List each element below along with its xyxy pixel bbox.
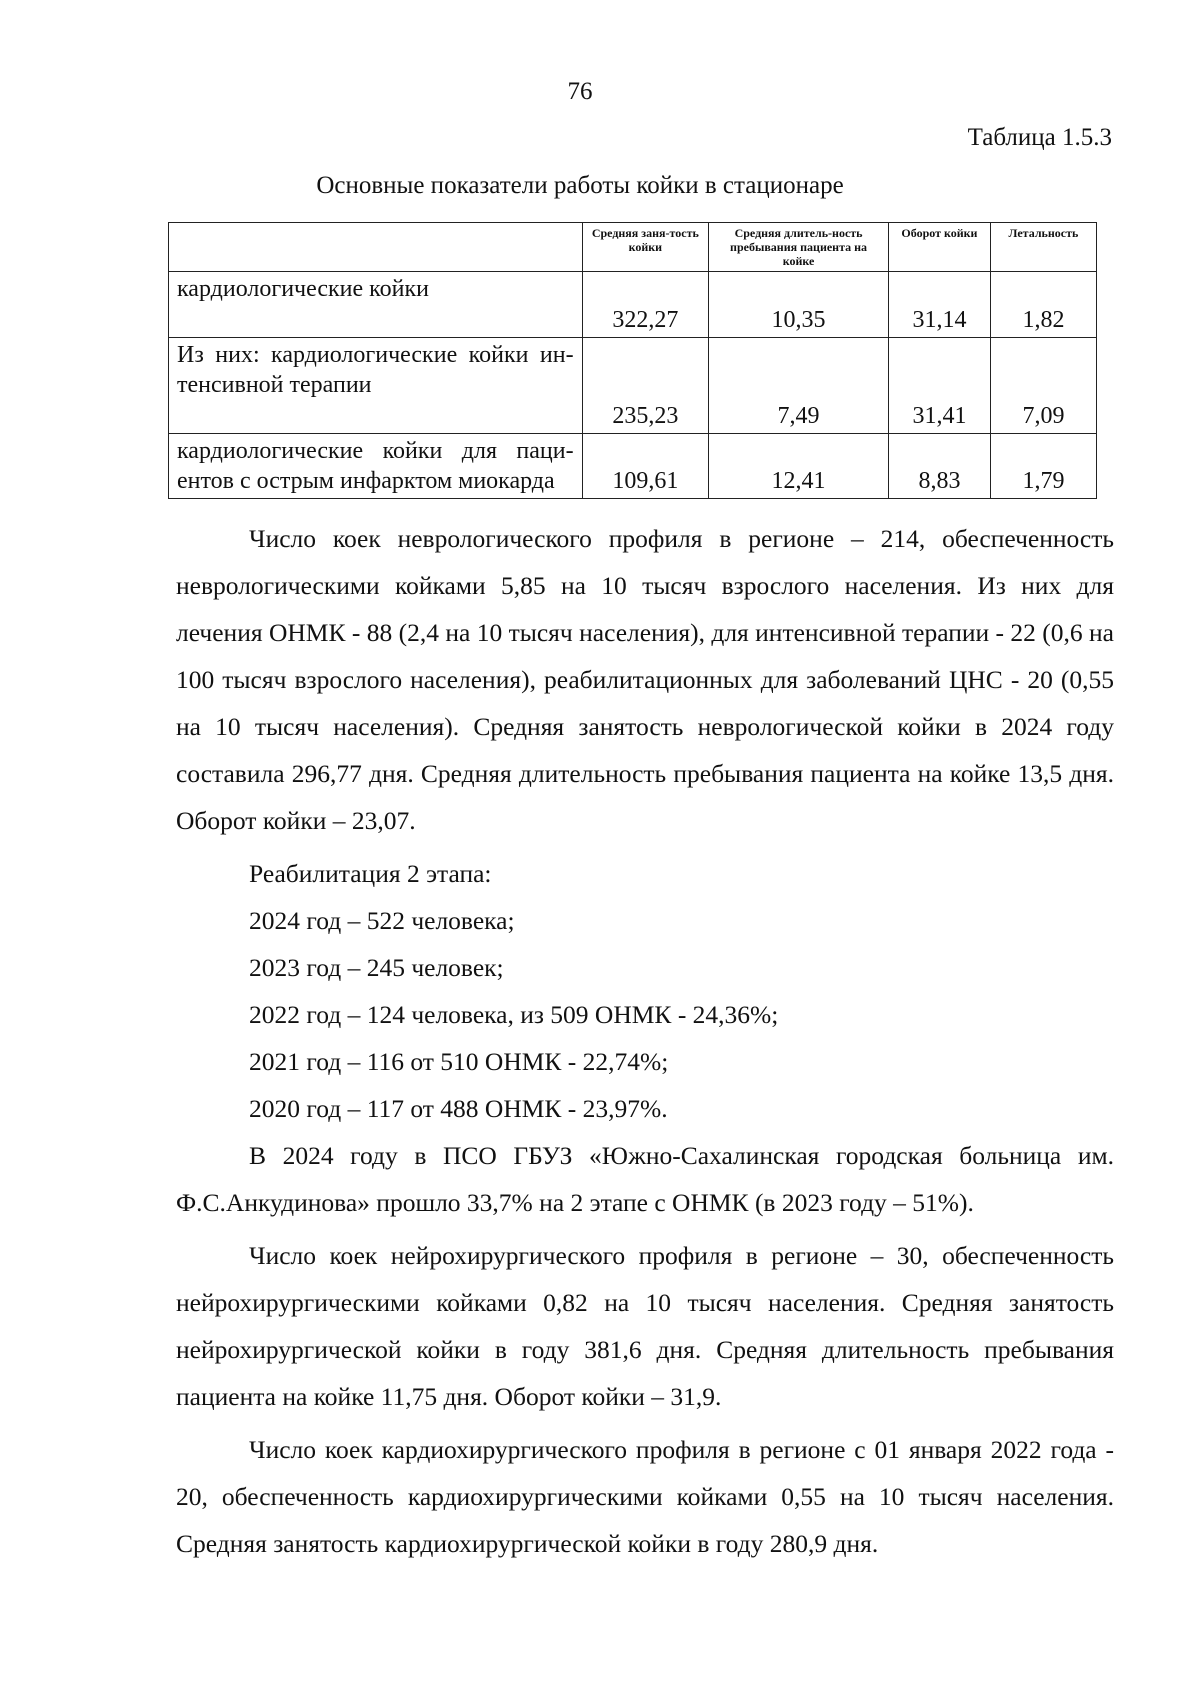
row-label-line: тенсивной терапии (177, 372, 372, 398)
table-row (169, 272, 1097, 338)
paragraph-pso: В 2024 году в ПСО ГБУЗ «Южно-Сахалинская городская больница им. Ф.С.Анкудинова» прошло 33,7% на 2 этапе с ОНМК (в 2023 году – 51%). (176, 1141, 1114, 1217)
cell-mortality: 1,82 (990, 272, 1096, 338)
table-title: Основные показатели работы койки в стационаре (316, 172, 844, 199)
paragraph-neurology: Число коек неврологического профиля в регионе – 214, обеспеченность неврологическими койками 5,85 на 10 тысяч взрослого населения. Из них для лечения ОНМК - 88 (2,4 на 10 тысяч населения), для интенсивной терапии - 22 (0,6 на 100 тысяч взрослого населения), реабилитационных для заболеваний ЦНС - 20 (0,55 на 10 тысяч населения). Средняя занятость неврологической койки в 2024 году составила 296,77 дня. Средняя длительность пребывания пациента на койке 13,5 дня. Оборот койки – 23,07. (176, 524, 1114, 835)
row-label-line: кардиологические койки (177, 276, 429, 302)
cell-mortality: 7,09 (990, 338, 1096, 434)
header-cell-occupancy: Средняя заня-тость койки (582, 223, 709, 272)
row-label (169, 272, 583, 338)
page-number: 76 (567, 78, 593, 105)
cell-turnover: 31,14 (889, 272, 991, 338)
header-cell-label (169, 223, 583, 272)
header-cell-turnover: Оборот койки (889, 223, 991, 272)
row-label (169, 434, 583, 499)
row-label-line: Из них: кардиологические койки ин- (177, 342, 574, 368)
table-label: Таблица 1.5.3 (967, 124, 1112, 151)
row-label-line: ентов с острым инфарктом миокарда (177, 468, 555, 494)
rehab-list-item: 2021 год – 116 от 510 ОНМК - 22,74%; (249, 1047, 669, 1076)
bed-stats-table (168, 222, 1097, 499)
cell-occupancy: 235,23 (582, 338, 709, 434)
header-cell-mortality: Летальность (990, 223, 1096, 272)
cell-turnover: 31,41 (889, 338, 991, 434)
table-header-row (169, 223, 1097, 272)
paragraph-cardiosurgery: Число коек кардиохирургического профиля в регионе с 01 января 2022 года - 20, обеспеченность кардиохирургическими койками 0,55 на 10 тысяч населения. Средняя занятость кардиохирургической койки в году 280,9 дня. (176, 1435, 1114, 1558)
row-label (169, 338, 583, 434)
body-text (176, 515, 1114, 1567)
cell-length-of-stay: 7,49 (709, 338, 889, 434)
rehab-list-item: 2022 год – 124 человека, из 509 ОНМК - 24,36%; (249, 1000, 779, 1029)
header-cell-length-of-stay: Средняя длитель-ность пребывания пациента на койке (709, 223, 889, 272)
rehab-title: Реабилитация 2 этапа: (249, 859, 492, 888)
paragraph-neurosurgery: Число коек нейрохирургического профиля в регионе – 30, обеспеченность нейрохирургическими койками 0,82 на 10 тысяч населения. Средняя занятость нейрохирургической койки в году 381,6 дня. Средняя длительность пребывания пациента на койке 11,75 дня. Оборот койки – 31,9. (176, 1241, 1114, 1411)
rehab-list-item: 2023 год – 245 человек; (249, 953, 504, 982)
cell-occupancy: 322,27 (582, 272, 709, 338)
rehab-list-item: 2024 год – 522 человека; (249, 906, 515, 935)
cell-turnover: 8,83 (889, 434, 991, 499)
table-row (169, 434, 1097, 499)
table-row (169, 338, 1097, 434)
rehab-list-item: 2020 год – 117 от 488 ОНМК - 23,97%. (249, 1094, 668, 1123)
cell-occupancy: 109,61 (582, 434, 709, 499)
cell-length-of-stay: 10,35 (709, 272, 889, 338)
cell-length-of-stay: 12,41 (709, 434, 889, 499)
row-label-line: кардиологические койки для паци- (177, 438, 574, 464)
cell-mortality: 1,79 (990, 434, 1096, 499)
